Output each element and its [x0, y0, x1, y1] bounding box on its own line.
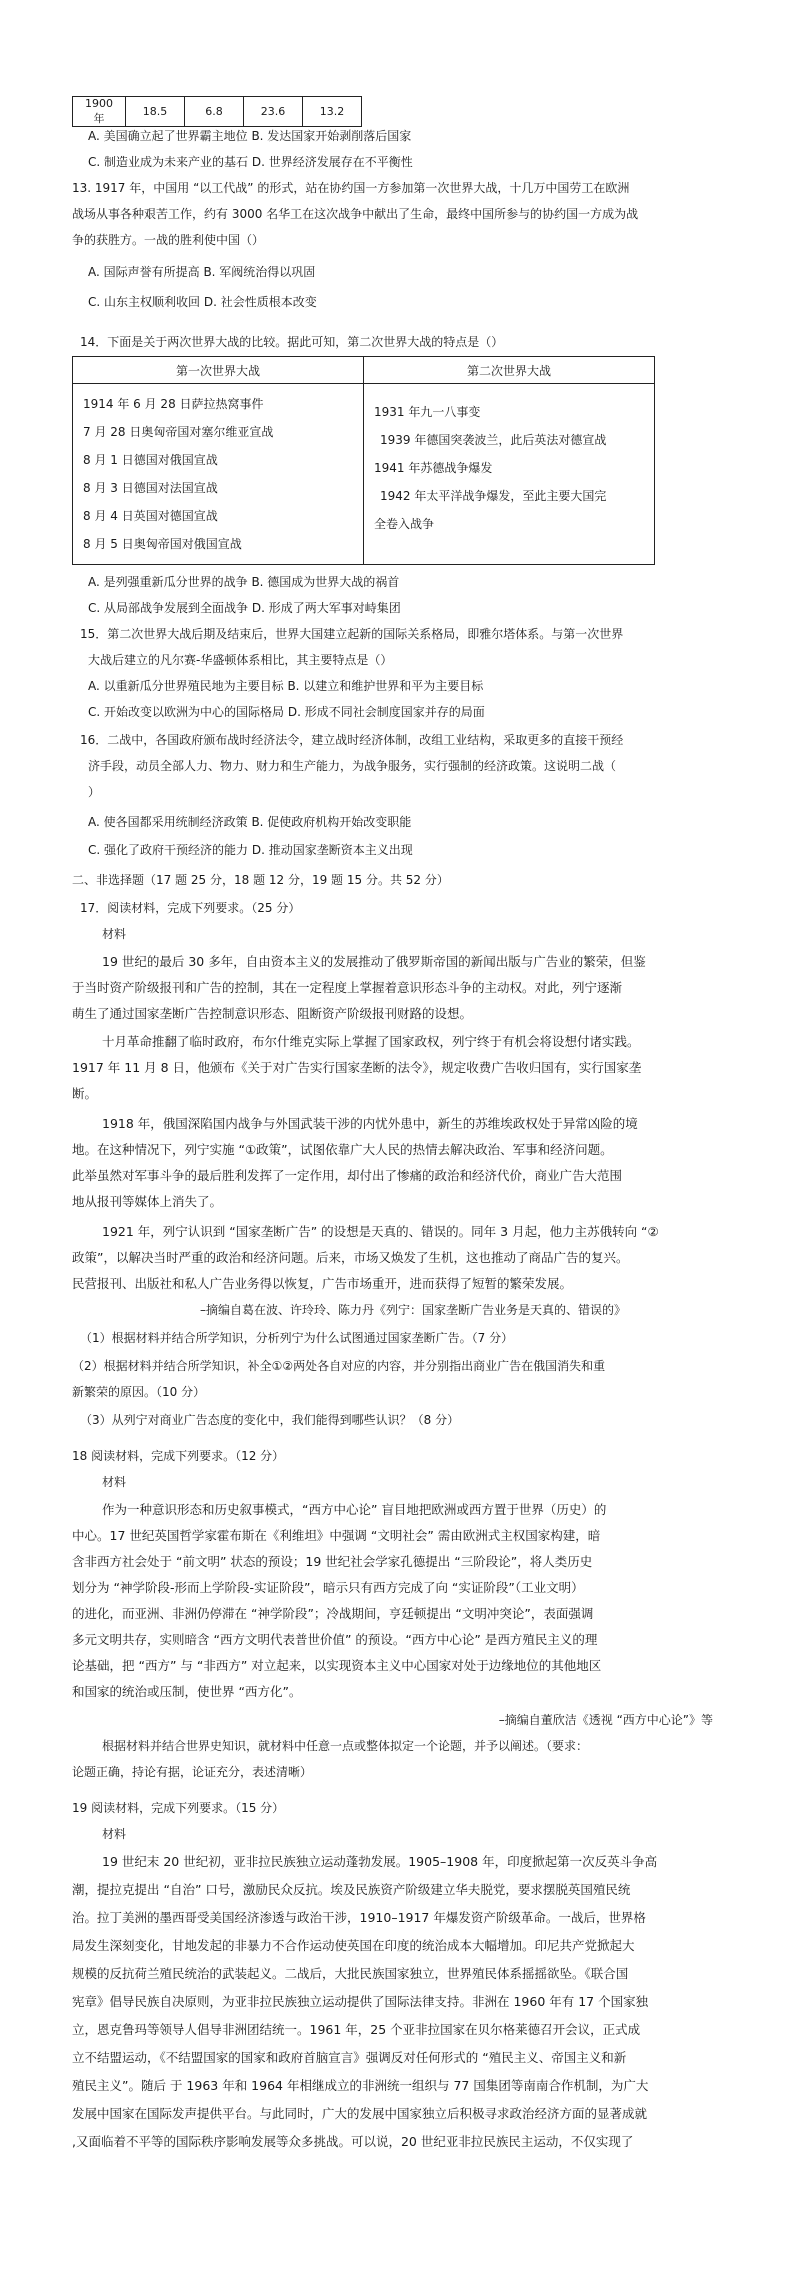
q13-option-ab: A. 国际声誉有所提高 B. 军阀统治得以巩固 [88, 265, 316, 279]
q19-para-line: 立，恩克鲁玛等领导人倡导非洲团结统一。1961 年，25 个亚非拉国家在贝尔格莱德召开会议，正式成 [72, 2022, 641, 2037]
table-cell: 18.5 [126, 97, 185, 127]
table-header-row [73, 357, 655, 384]
q18-para-line: 中心。17 世纪英国哲学家霍布斯在《利维坦》中强调 “文明社会” 需由欧洲式主权国家构建，暗 [72, 1528, 601, 1543]
q18-para-line: 论基础，把 “西方” 与 “非西方” 对立起来，以实现资本主义中心国家对处于边缘地位的其他地区 [72, 1658, 602, 1673]
q12-options-2: C. 制造业成为未来产业的基石 D. 世界经济发展存在不平衡性 [88, 155, 413, 169]
table-cell: 23.6 [244, 97, 303, 127]
table-row [73, 97, 362, 127]
q19-para-line: 局发生深刻变化，甘地发起的非暴力不合作运动使英国在印度的统治成本大幅增加。印尼共产党掀起大 [72, 1938, 635, 1953]
q18-task-2: 论题正确，持论有据，论证充分，表述清晰） [72, 1765, 313, 1779]
q17-para-line: 地从报刊等媒体上消失了。 [72, 1194, 223, 1209]
q17-para-line: 1917 年 11 月 8 日，他颁布《关于对广告实行国家垄断的法令》，规定收费广告收归国有，实行国家垄 [72, 1060, 642, 1075]
q17-sub-3: （3）从列宁对商业广告态度的变化中，我们能得到哪些认识？（8 分） [80, 1413, 460, 1427]
q16-stem-1: 16．二战中，各国政府颁布战时经济法令，建立战时经济体制，改组工业结构，采取更多的直接干预经 [80, 733, 624, 747]
q15-stem-1: 15．第二次世界大战后期及结束后，世界大国建立起新的国际关系格局，即雅尔塔体系。与第一次世界 [80, 627, 624, 641]
q17-para-line: 1921 年，列宁认识到 “国家垄断广告” 的设想是天真的、错误的。同年 3 月起，他力主苏俄转向 “② [102, 1224, 659, 1239]
q19-para-line: 发展中国家在国际发声提供平台。与此同时，广大的发展中国家独立后积极寻求政治经济方面的显著成就 [72, 2106, 648, 2121]
q18-source: –摘编自董欣洁《透视 “西方中心论”》等 [498, 1713, 713, 1727]
q17-source: –摘编自葛在波、许玲玲、陈力丹《列宁：国家垄断广告业务是天真的、错误的》 [200, 1303, 627, 1317]
q17-para-line: 地。在这种情况下，列宁实施 “①政策”，试图依靠广大人民的热情去解决政治、军事和经济问题。 [72, 1142, 613, 1157]
q17-para-line: 于当时资产阶级报刊和广告的控制，其在一定程度上掌握着意识形态斗争的主动权。对此，列宁逐渐 [72, 980, 623, 995]
q14-stem: 14．下面是关于两次世界大战的比较。据此可知，第二次世界大战的特点是（） [80, 335, 504, 349]
q17-para-line: 19 世纪的最后 30 多年，自由资本主义的发展推动了俄罗斯帝国的新闻出版与广告业的繁荣，但鉴 [102, 954, 646, 969]
q17-sub-1: （1）根据材料并结合所学知识，分析列宁为什么试图通过国家垄断广告。（7 分） [80, 1331, 514, 1345]
q19-title: 19 阅读材料，完成下列要求。（15 分） [72, 1801, 285, 1815]
q13-option-cd: C. 山东主权顺利收回 D. 社会性质根本改变 [88, 295, 317, 309]
q16-stem-2: 济手段，动员全部人力、物力、财力和生产能力，为战争服务，实行强制的经济政策。这说明二战（ [88, 759, 617, 773]
ww2-item: 1941 年苏德战争爆发 [374, 461, 493, 475]
ww2-item: 1939 年德国突袭波兰，此后英法对德宣战 [380, 433, 607, 447]
q18-para-line: 含非西方社会处于 “前文明” 状态的预设；19 世纪社会学家孔德提出 “三阶段论”，将人类历史 [72, 1554, 593, 1569]
q17-material-label: 材料 [102, 927, 127, 941]
q19-para-line: ,又面临着不平等的国际秩序影响发展等众多挑战。可以说，20 世纪亚非拉民族民主运动，不仅实现了 [72, 2134, 634, 2149]
q17-sub-2b: 新繁荣的原因。（10 分） [72, 1385, 206, 1399]
q17-para-line: 萌生了通过国家垄断广告控制意识形态、阻断资产阶级报刊财路的设想。 [72, 1006, 473, 1021]
ww2-item: 1931 年九一八事变 [374, 405, 481, 419]
q18-para-line: 的进化，而亚洲、非洲仍停滞在 “神学阶段”；冷战期间，亨廷顿提出 “文明冲突论”，表面强调 [72, 1606, 594, 1621]
section-heading: 二、非选择题（17 题 25 分，18 题 12 分，19 题 15 分。共 52 分） [72, 873, 449, 887]
ww1-item: 8 月 5 日奥匈帝国对俄国宣战 [83, 537, 242, 551]
table-cell: 6.8 [185, 97, 244, 127]
q19-para-line: 19 世纪末 20 世纪初，亚非拉民族独立运动蓬勃发展。1905–1908 年，印度掀起第一次反英斗争高 [102, 1854, 658, 1869]
q12-options-1: A. 美国确立起了世界霸主地位 B. 发达国家开始剥削落后国家 [88, 129, 412, 143]
q19-para-line: 殖民主义”。随后 于 1963 年和 1964 年相继成立的非洲统一组织与 77 国集团等南南合作机制，为广大 [72, 2078, 649, 2093]
ww1-item: 8 月 3 日德国对法国宣战 [83, 481, 218, 495]
data-table [72, 96, 362, 127]
q18-para-line: 多元文明共存，实则暗含 “西方文明代表普世价值” 的预设。“西方中心论” 是西方殖民主义的理 [72, 1632, 598, 1647]
q19-para-line: 立不结盟运动，《不结盟国家的国家和政府首脑宣言》强调反对任何形式的 “殖民主义、帝国主义和新 [72, 2050, 627, 2065]
q15-option-ab: A. 以重新瓜分世界殖民地为主要目标 B. 以建立和维护世界和平为主要目标 [88, 679, 484, 693]
table-cell: 1900 年 [73, 97, 126, 127]
q17-para-line: 此举虽然对军事斗争的最后胜利发挥了一定作用，却付出了惨痛的政治和经济代价，商业广告大范围 [72, 1168, 623, 1183]
q17-para-line: 十月革命推翻了临时政府，布尔什维克实际上掌握了国家政权，列宁终于有机会将设想付诸实践。 [102, 1034, 640, 1049]
q15-option-cd: C. 开始改变以欧洲为中心的国际格局 D. 形成不同社会制度国家并存的局面 [88, 705, 485, 719]
q17-para-line: 政策”，以解决当时严重的政治和经济问题。后来，市场又焕发了生机，这也推动了商品广告的复兴。 [72, 1250, 629, 1265]
q17-title: 17．阅读材料，完成下列要求。（25 分） [80, 901, 301, 915]
table-cell: 13.2 [303, 97, 362, 127]
q19-para-line: 潮，提拉克提出 “自治” 口号，激励民众反抗。埃及民族资产阶级建立华夫脱党，要求摆脱英国殖民统 [72, 1882, 631, 1897]
q18-para-line: 和国家的统治或压制，使世界 “西方化”。 [72, 1684, 302, 1699]
q19-material-label: 材料 [102, 1827, 127, 1841]
q18-task-1: 根据材料并结合世界史知识，就材料中任意一点或整体拟定一个论题，并予以阐述。（要求： [102, 1739, 589, 1753]
q17-para-line: 断。 [72, 1086, 98, 1101]
q19-para-line: 治。拉丁美洲的墨西哥受美国经济渗透与政治干涉，1910–1917 年爆发资产阶级革命。一战后，世界格 [72, 1910, 646, 1925]
q19-para-line: 宪章》倡导民族自决原则，为亚非拉民族独立运动提供了国际法律支持。非洲在 1960 年有 17 个国家独 [72, 1994, 649, 2009]
q19-para-line: 规模的反抗荷兰殖民统治的武装起义。二战后，大批民族国家独立，世界殖民体系摇摇欲坠。《联合国 [72, 1966, 629, 1981]
header-ww1: 第一次世界大战 [73, 357, 364, 384]
ww2-item: 全卷入战争 [374, 517, 435, 531]
q16-option-ab: A. 使各国都采用统制经济政策 B. 促使政府机构开始改变职能 [88, 815, 412, 829]
ww2-cell [364, 384, 655, 565]
q13-stem-1: 13. 1917 年，中国用 “以工代战” 的形式，站在协约国一方参加第一次世界大战，十几万中国劳工在欧洲 [72, 181, 630, 195]
q13-stem-3: 争的获胜方。一战的胜利使中国（） [72, 233, 265, 247]
q17-para-line: 1918 年，俄国深陷国内战争与外国武装干涉的内忧外患中，新生的苏维埃政权处于异常凶险的境 [102, 1116, 638, 1131]
q17-para-line: 民营报刊、出版社和私人广告业务得以恢复，广告市场重开，进而获得了短暂的繁荣发展。 [72, 1276, 573, 1291]
q16-stem-3: ） [88, 785, 101, 799]
ww1-item: 8 月 4 日英国对德国宣战 [83, 509, 218, 523]
ww1-item: 7 月 28 日奥匈帝国对塞尔维亚宣战 [83, 425, 274, 439]
q18-para-line: 作为一种意识形态和历史叙事模式，“西方中心论” 盲目地把欧洲或西方置于世界（历史）的 [102, 1502, 607, 1517]
q18-material-label: 材料 [102, 1475, 127, 1489]
ww2-item: 1942 年太平洋战争爆发，至此主要大国完 [380, 489, 607, 503]
q14-option-ab: A. 是列强重新瓜分世界的战争 B. 德国成为世界大战的祸首 [88, 575, 400, 589]
q13-stem-2: 战场从事各种艰苦工作，约有 3000 名华工在这次战争中献出了生命，最终中国所参与的协约国一方成为战 [72, 207, 639, 221]
q18-title: 18 阅读材料，完成下列要求。（12 分） [72, 1449, 285, 1463]
q18-para-line: 划分为 “神学阶段-形而上学阶段-实证阶段”，暗示只有西方完成了向 “实证阶段”（工业文明） [72, 1580, 584, 1595]
header-ww2: 第二次世界大战 [364, 357, 655, 384]
ww1-item: 8 月 1 日德国对俄国宣战 [83, 453, 218, 467]
q15-stem-2: 大战后建立的凡尔赛-华盛顿体系相比，其主要特点是（） [88, 653, 393, 667]
q16-option-cd: C. 强化了政府干预经济的能力 D. 推动国家垄断资本主义出现 [88, 843, 413, 857]
ww1-item: 1914 年 6 月 28 日萨拉热窝事件 [83, 397, 264, 411]
ww1-cell [73, 384, 364, 565]
table-row [73, 384, 655, 565]
ww-comparison-table [72, 356, 655, 565]
q17-sub-2: （2）根据材料并结合所学知识，补全①②两处各自对应的内容，并分别指出商业广告在俄国消失和重 [72, 1359, 606, 1373]
q14-option-cd: C. 从局部战争发展到全面战争 D. 形成了两大军事对峙集团 [88, 601, 401, 615]
